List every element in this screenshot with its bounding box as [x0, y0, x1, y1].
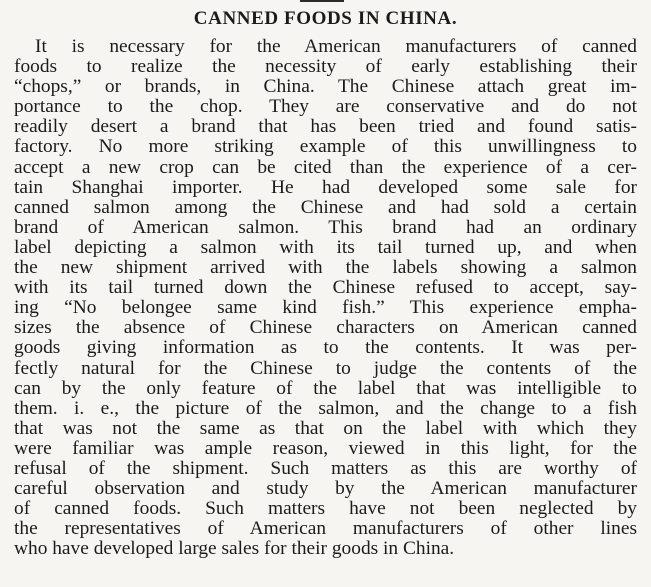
article-line: ing “No belongee same kind fish.” This experience empha- — [14, 297, 637, 319]
article-line: foods to realize the necessity of early establishing their — [14, 56, 637, 78]
article-line: of canned foods. Such matters have not been neglected by — [14, 498, 637, 520]
article-line: can by the only feature of the label that was intelligible to — [14, 377, 637, 399]
article-line: goods giving information as to the contents. It was per- — [14, 337, 637, 359]
article-line: fectly natural for the Chinese to judge the contents of the — [14, 357, 637, 379]
article-line: the representatives of American manufacturers of other lines — [14, 518, 637, 540]
article-line: readily desert a brand that has been tried and found satis- — [14, 116, 637, 138]
article-line: sizes the absence of Chinese characters on American canned — [14, 317, 637, 339]
article-line: tain Shanghai importer. He had developed some sale for — [14, 176, 637, 198]
article-line: label depicting a salmon with its tail turned up, and when — [14, 236, 637, 258]
article-line: with its tail turned down the Chinese refused to accept, say- — [14, 277, 637, 299]
article-line: were familiar was ample reason, viewed in this light, for the — [14, 437, 637, 459]
article-line: “chops,” or brands, in China. The Chinese attach great im- — [14, 76, 637, 98]
article-line: them. i. e., the picture of the salmon, and the change to a fish — [14, 397, 637, 419]
article-line: the new shipment arrived with the labels showing a salmon — [14, 257, 637, 279]
article-line: It is necessary for the American manufacturers of canned — [35, 36, 637, 57]
article-line: canned salmon among the Chinese and had sold a certain — [14, 196, 637, 218]
article-line: factory. No more striking example of this unwillingness to — [14, 136, 637, 158]
article-body — [14, 37, 637, 559]
article-line: careful observation and study by the American manufacturer — [14, 478, 637, 500]
article-line: accept a new crop can be cited than the experience of a cer- — [14, 156, 637, 178]
article-line: who have developed large sales for their goods in China. — [14, 538, 455, 560]
article-line: portance to the chop. They are conservative and do not — [14, 96, 637, 118]
article-line: brand of American salmon. This brand had an ordinary — [14, 216, 637, 238]
section-rule — [300, 0, 344, 2]
article-line: refusal of the shipment. Such matters as this are worthy of — [14, 457, 637, 479]
article-line: that was not the same as that on the label with which they — [14, 417, 637, 439]
article-title: CANNED FOODS IN CHINA. — [193, 8, 458, 29]
